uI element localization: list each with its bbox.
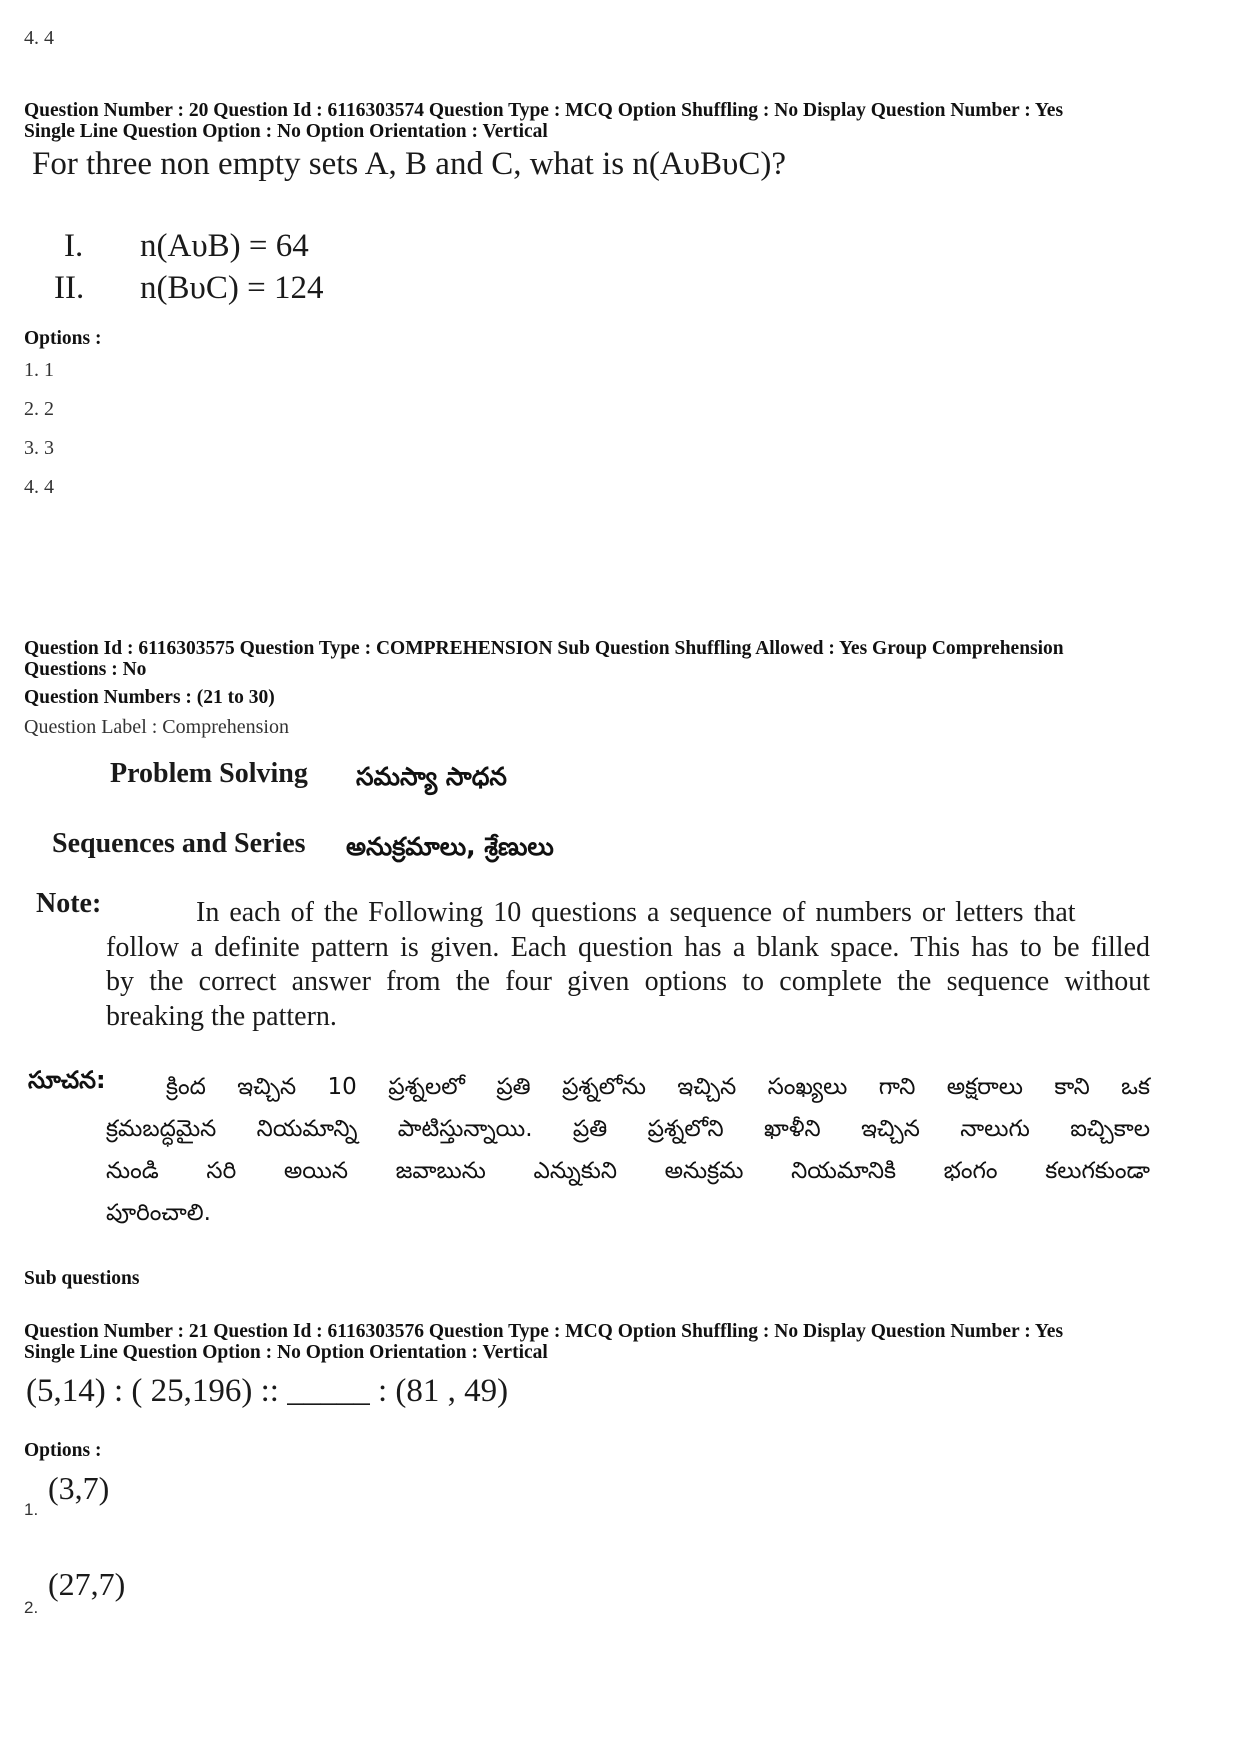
q20-question-text: For three non empty sets A, B and C, what is n(AυBυC)? — [32, 146, 787, 182]
q21-option-2-value: (27,7) — [48, 1566, 126, 1602]
heading-problem-solving: Problem Solving — [110, 758, 308, 789]
q21-question-left: (5,14) : ( 25,196) :: — [26, 1373, 279, 1409]
q21-question-right: : (81 , 49) — [377, 1373, 509, 1409]
heading-problem-solving-telugu: సమస్యా సాధన — [356, 762, 507, 791]
q20-options-label: Options : — [24, 328, 102, 349]
q20-option-3: 3. 3 — [24, 437, 54, 459]
q21-option-2-number: 2. — [24, 1598, 39, 1617]
q20-statement-1: n(AυB) = 64 — [140, 228, 309, 264]
q20-meta-line-2: Single Line Question Option : No Option Orientation : Vertical — [24, 121, 548, 142]
q20-statement-2: n(BυC) = 124 — [140, 270, 324, 306]
heading-sequences-series: Sequences and Series — [52, 828, 306, 859]
comprehension-question-numbers: Question Numbers : (21 to 30) — [24, 687, 275, 708]
q21-option-1-value: (3,7) — [48, 1470, 110, 1506]
q20-option-2: 2. 2 — [24, 398, 54, 420]
note-label: Note: — [36, 888, 102, 919]
telugu-note-line-2: క్రమబద్ధమైన నియమాన్ని పాటిస్తున్నాయి. ప్రతి ప్రశ్నలోని ఖాళీని ఇచ్చిన నాలుగు ఐచ్చికాల — [106, 1116, 1150, 1142]
comprehension-meta-line-1: Question Id : 6116303575 Question Type : COMPREHENSION Sub Question Shuffling Allowed : Yes Group Comprehension — [24, 638, 1064, 659]
previous-option-4: 4. 4 — [24, 27, 54, 49]
q21-option-1-number: 1. — [24, 1500, 39, 1519]
q21-question-blank: _____ — [287, 1373, 370, 1409]
heading-sequences-series-telugu: అనుక్రమాలు, శ్రేణులు — [346, 832, 554, 861]
note-line-3: by the correct answer from the four given options to complete the sequence without — [106, 966, 1150, 997]
q21-meta-line-2: Single Line Question Option : No Option Orientation : Vertical — [24, 1342, 548, 1363]
q20-option-4: 4. 4 — [24, 476, 54, 498]
telugu-note-line-4: పూరించాలి. — [106, 1200, 211, 1226]
q21-meta-line-1: Question Number : 21 Question Id : 6116303576 Question Type : MCQ Option Shuffling : No Display Question Number : Yes — [24, 1321, 1064, 1342]
q21-question — [26, 1373, 508, 1410]
telugu-note-line-3: నుండి సరి అయిన జవాబును ఎన్నుకుని అనుక్రమ నియమానికి భంగం కలుగకుండా — [106, 1158, 1150, 1184]
sub-questions-label: Sub questions — [24, 1268, 140, 1289]
q20-statement-2-numeral: II. — [54, 270, 85, 306]
note-line-2: follow a definite pattern is given. Each question has a blank space. This has to be filled — [106, 932, 1150, 963]
note-line-4: breaking the pattern. — [106, 1001, 337, 1032]
comprehension-meta-line-2: Questions : No — [24, 659, 147, 680]
note-line-1: In each of the Following 10 questions a sequence of numbers or letters that — [196, 897, 1076, 928]
q20-meta-line-1: Question Number : 20 Question Id : 6116303574 Question Type : MCQ Option Shuffling : No Display Question Number : Yes — [24, 100, 1064, 121]
q20-option-1: 1. 1 — [24, 359, 54, 381]
q21-options-label: Options : — [24, 1440, 102, 1461]
comprehension-question-label: Question Label : Comprehension — [24, 716, 289, 738]
q20-statement-1-numeral: I. — [64, 228, 84, 264]
telugu-note-label: సూచన: — [28, 1066, 106, 1094]
telugu-note-line-1: క్రింద ఇచ్చిన 10 ప్రశ్నలలో ప్రతి ప్రశ్నలోను ఇచ్చిన సంఖ్యలు గాని అక్షరాలు కాని ఒక — [166, 1074, 1150, 1100]
